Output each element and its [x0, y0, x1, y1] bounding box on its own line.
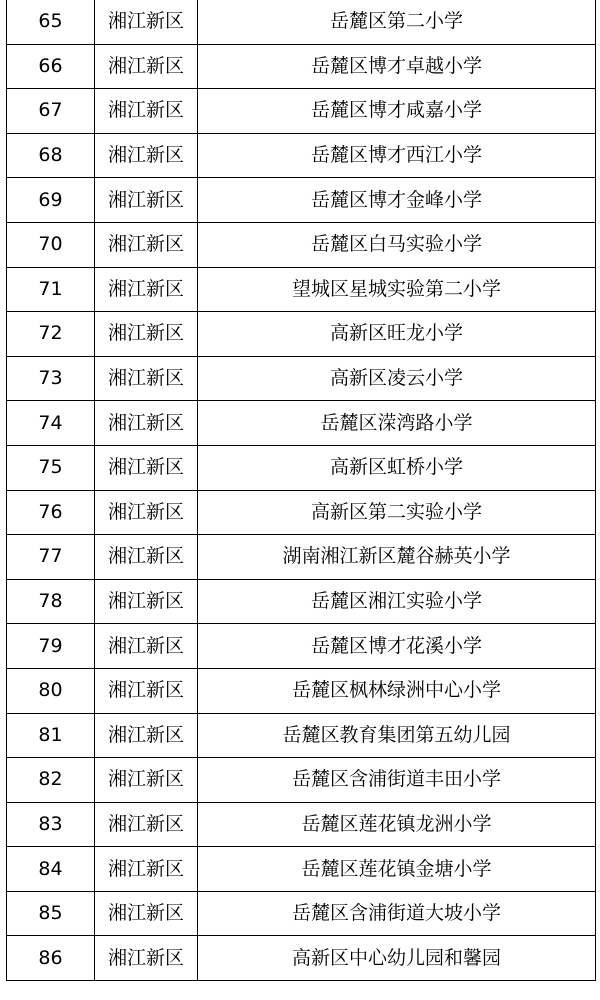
table-row	[7, 758, 596, 803]
school-list-table-body	[7, 0, 596, 981]
row-number-cell: 77	[7, 535, 95, 580]
school-name-cell: 岳麓区枫林绿洲中心小学	[198, 668, 596, 713]
district-cell: 湘江新区	[95, 802, 198, 847]
row-number-cell: 81	[7, 713, 95, 758]
table-row	[7, 847, 596, 892]
row-number-cell: 80	[7, 668, 95, 713]
row-number-cell: 68	[7, 133, 95, 178]
table-row	[7, 579, 596, 624]
table-row	[7, 624, 596, 669]
school-name-cell: 岳麓区博才金峰小学	[198, 178, 596, 223]
table-row	[7, 401, 596, 446]
school-name-cell: 望城区星城实验第二小学	[198, 267, 596, 312]
district-cell: 湘江新区	[95, 89, 198, 134]
district-cell: 湘江新区	[95, 222, 198, 267]
district-cell: 湘江新区	[95, 356, 198, 401]
table-row	[7, 713, 596, 758]
school-name-cell: 岳麓区含浦街道大坡小学	[198, 891, 596, 936]
school-name-cell: 岳麓区博才卓越小学	[198, 44, 596, 89]
row-number-cell: 74	[7, 401, 95, 446]
row-number-cell: 72	[7, 312, 95, 357]
table-row	[7, 936, 596, 981]
district-cell: 湘江新区	[95, 401, 198, 446]
district-cell: 湘江新区	[95, 624, 198, 669]
school-name-cell: 高新区旺龙小学	[198, 312, 596, 357]
school-name-cell: 岳麓区博才咸嘉小学	[198, 89, 596, 134]
row-number-cell: 83	[7, 802, 95, 847]
school-name-cell: 岳麓区第二小学	[198, 0, 596, 44]
row-number-cell: 67	[7, 89, 95, 134]
table-row	[7, 89, 596, 134]
school-list-table	[6, 0, 596, 981]
table-row	[7, 222, 596, 267]
district-cell: 湘江新区	[95, 267, 198, 312]
district-cell: 湘江新区	[95, 0, 198, 44]
table-row	[7, 178, 596, 223]
district-cell: 湘江新区	[95, 535, 198, 580]
district-cell: 湘江新区	[95, 847, 198, 892]
table-row	[7, 312, 596, 357]
row-number-cell: 79	[7, 624, 95, 669]
district-cell: 湘江新区	[95, 579, 198, 624]
school-name-cell: 岳麓区白马实验小学	[198, 222, 596, 267]
row-number-cell: 69	[7, 178, 95, 223]
district-cell: 湘江新区	[95, 668, 198, 713]
row-number-cell: 85	[7, 891, 95, 936]
district-cell: 湘江新区	[95, 178, 198, 223]
table-row	[7, 891, 596, 936]
row-number-cell: 75	[7, 445, 95, 490]
school-name-cell: 高新区虹桥小学	[198, 445, 596, 490]
school-name-cell: 岳麓区教育集团第五幼儿园	[198, 713, 596, 758]
table-row	[7, 356, 596, 401]
row-number-cell: 71	[7, 267, 95, 312]
school-name-cell: 高新区中心幼儿园和馨园	[198, 936, 596, 981]
school-name-cell: 高新区第二实验小学	[198, 490, 596, 535]
row-number-cell: 82	[7, 758, 95, 803]
row-number-cell: 86	[7, 936, 95, 981]
table-row	[7, 445, 596, 490]
school-name-cell: 岳麓区莲花镇金塘小学	[198, 847, 596, 892]
school-name-cell: 岳麓区湘江实验小学	[198, 579, 596, 624]
row-number-cell: 78	[7, 579, 95, 624]
table-row	[7, 535, 596, 580]
school-name-cell: 岳麓区博才花溪小学	[198, 624, 596, 669]
table-row	[7, 44, 596, 89]
district-cell: 湘江新区	[95, 936, 198, 981]
table-row	[7, 802, 596, 847]
district-cell: 湘江新区	[95, 891, 198, 936]
table-row	[7, 133, 596, 178]
district-cell: 湘江新区	[95, 445, 198, 490]
school-name-cell: 岳麓区博才西江小学	[198, 133, 596, 178]
school-name-cell: 岳麓区溁湾路小学	[198, 401, 596, 446]
table-row	[7, 0, 596, 44]
school-name-cell: 高新区凌云小学	[198, 356, 596, 401]
row-number-cell: 70	[7, 222, 95, 267]
row-number-cell: 73	[7, 356, 95, 401]
district-cell: 湘江新区	[95, 490, 198, 535]
school-name-cell: 湖南湘江新区麓谷赫英小学	[198, 535, 596, 580]
school-name-cell: 岳麓区莲花镇龙洲小学	[198, 802, 596, 847]
row-number-cell: 84	[7, 847, 95, 892]
school-name-cell: 岳麓区含浦街道丰田小学	[198, 758, 596, 803]
district-cell: 湘江新区	[95, 133, 198, 178]
table-row	[7, 668, 596, 713]
row-number-cell: 66	[7, 44, 95, 89]
district-cell: 湘江新区	[95, 713, 198, 758]
row-number-cell: 76	[7, 490, 95, 535]
table-row	[7, 490, 596, 535]
district-cell: 湘江新区	[95, 44, 198, 89]
row-number-cell: 65	[7, 0, 95, 44]
table-row	[7, 267, 596, 312]
district-cell: 湘江新区	[95, 758, 198, 803]
district-cell: 湘江新区	[95, 312, 198, 357]
